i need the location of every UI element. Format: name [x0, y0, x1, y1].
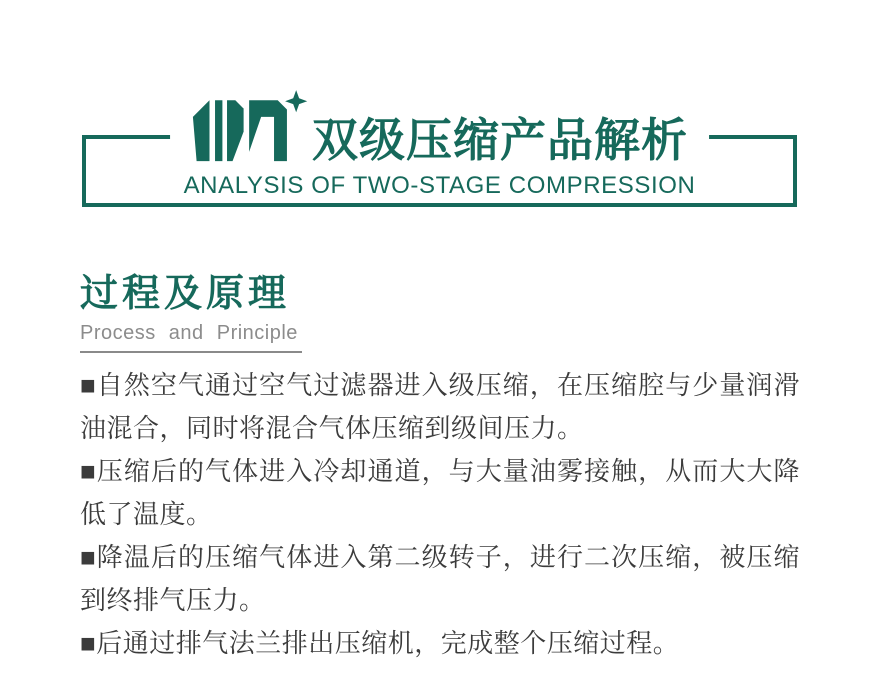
- body-paragraph: ■自然空气通过空气过滤器进入级压缩，在压缩腔与少量润滑油混合，同时将混合气体压缩到级间压力。: [80, 369, 800, 443]
- m-monogram-with-sparkle-icon: [191, 89, 309, 165]
- page-title-en: ANALYSIS OF TWO-STAGE COMPRESSION: [183, 172, 696, 199]
- body-paragraph: ■压缩后的气体进入冷却通道，与大量油雾接触，从而大大降低了温度。: [80, 455, 800, 529]
- body-paragraphs: [80, 364, 800, 665]
- section-heading-zh: 过程及原理: [80, 273, 291, 315]
- header-logo-row: [184, 88, 696, 165]
- body-paragraph: ■降温后的压缩气体进入第二级转子，进行二次压缩，被压缩到终排气压力。: [80, 541, 800, 615]
- header-banner-box: [82, 113, 797, 207]
- page-title-zh: 双级压缩产品解析: [312, 113, 688, 166]
- header-content: [170, 88, 710, 200]
- section-heading-en: Process and Principle: [80, 322, 302, 353]
- body-paragraph: ■后通过排气法兰排出压缩机，完成整个压缩过程。: [80, 627, 680, 658]
- main-content: [80, 272, 800, 665]
